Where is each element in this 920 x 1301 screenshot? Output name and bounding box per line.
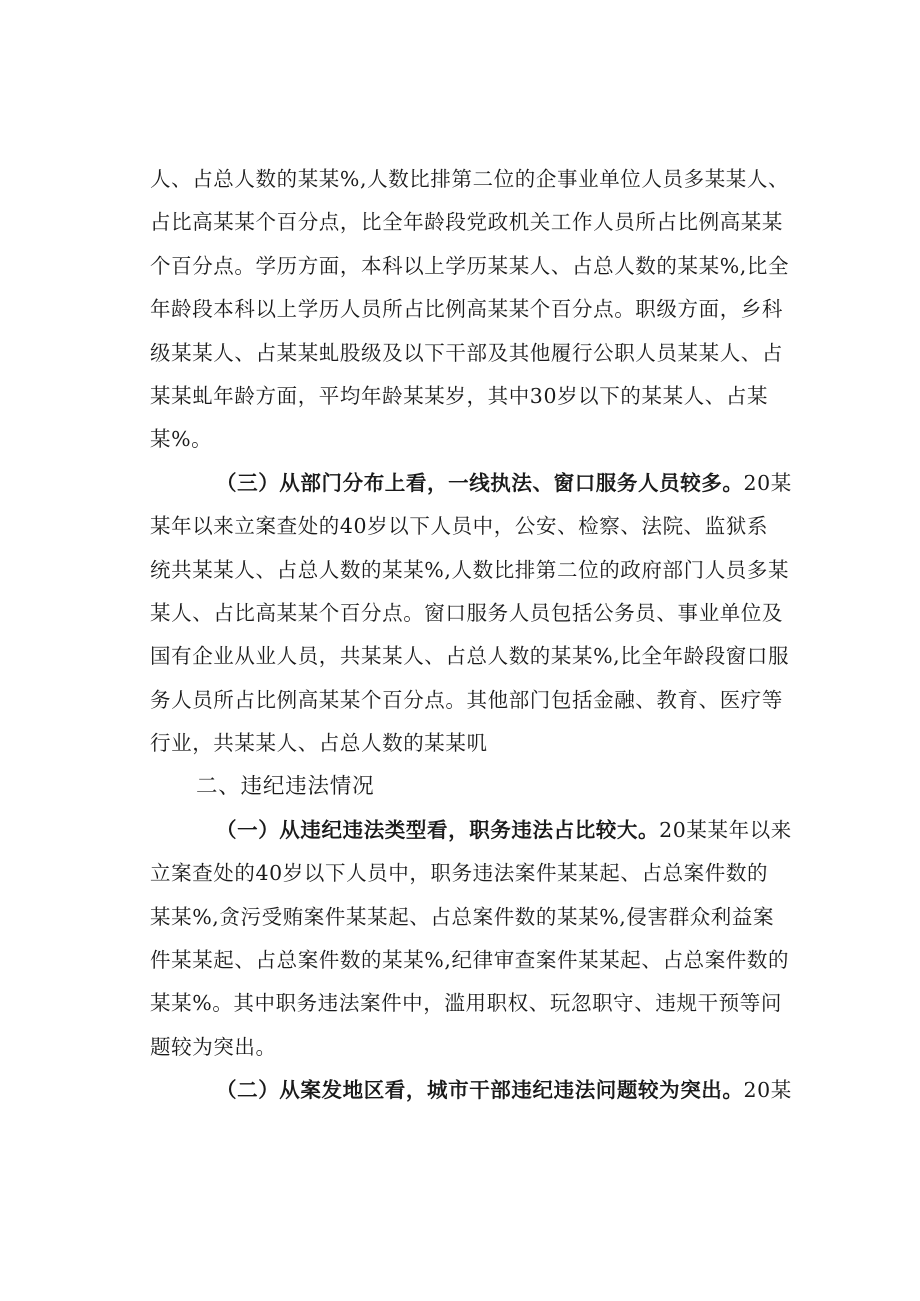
text-run: 20某: [743, 1078, 792, 1103]
text-line: 务人员所占比例高某某个百分点。其他部门包括金融、教育、医疗等: [150, 687, 783, 712]
text-line: 人、占总人数的某某%,人数比排第二位的企事业单位人员多某某人、: [150, 167, 790, 191]
text-line: 级某某人、占某某虬股级及以下干部及其他履行公职人员某某人、占: [150, 340, 783, 365]
text-line: 题较为突出。: [150, 1034, 277, 1059]
text-run: 20某: [743, 470, 792, 495]
subsection-lead: （三）从部门分布上看，一线执法、窗口服务人员较多。: [216, 470, 744, 495]
paragraph-2: [150, 462, 800, 766]
text-line: 某某虬年龄方面，平均年龄某某岁，其中30岁以下的某某人、占某: [150, 383, 769, 408]
subsection-lead: （二）从案发地区看，城市干部违纪违法问题较为突出。: [216, 1078, 744, 1103]
text-line: 某某%,贪污受贿案件某某起、占总案件数的某某%,侵害群众利益案: [150, 904, 775, 929]
paragraph-4: [150, 1069, 800, 1112]
text-line: 件某某起、占总案件数的某某%,纪律审查案件某某起、占总案件数的: [150, 948, 790, 973]
text-line: 某%。: [150, 427, 213, 452]
document-page: [150, 158, 800, 1113]
paragraph-3: [150, 809, 800, 1069]
text-line: 立案查处的40岁以下人员中，职务违法案件某某起、占总案件数的: [150, 861, 769, 886]
paragraph-1: [150, 158, 800, 462]
subsection-lead: （一）从违纪违法类型看，职务违法占比较大。: [216, 817, 660, 842]
text-line: 行业，共某某人、占总人数的某某叽: [150, 731, 488, 756]
text-line: 统共某某人、占总人数的某某%,人数比排第二位的政府部门人员多某: [150, 557, 790, 582]
section-heading: 二、违纪违法情况: [196, 774, 375, 800]
text-line: 某某%。其中职务违法案件中，滥用职权、玩忽职守、违规干预等问: [150, 991, 782, 1016]
text-line: 某年以来立案查处的40岁以下人员中，公安、检察、法院、监狱系: [150, 514, 769, 539]
text-run: 20某某年以来: [659, 817, 792, 842]
text-line: 个百分点。学历方面，本科以上学历某某人、占总人数的某某%,比全: [150, 253, 790, 278]
paragraph-first-line: [150, 809, 800, 852]
text-line: 国有企业从业人员，共某某人、占总人数的某某%,比全年龄段窗口服: [150, 644, 790, 669]
paragraph-first-line: [150, 462, 800, 505]
paragraph-first-line: [150, 1069, 800, 1112]
text-line: 某人、占比高某某个百分点。窗口服务人员包括公务员、事业单位及: [150, 600, 783, 625]
text-line: 年龄段本科以上学历人员所占比例高某某个百分点。职级方面，乡科: [150, 297, 783, 322]
text-line: 占比高某某个百分点，比全年龄段党政机关工作人员所占比例高某某: [150, 210, 783, 235]
